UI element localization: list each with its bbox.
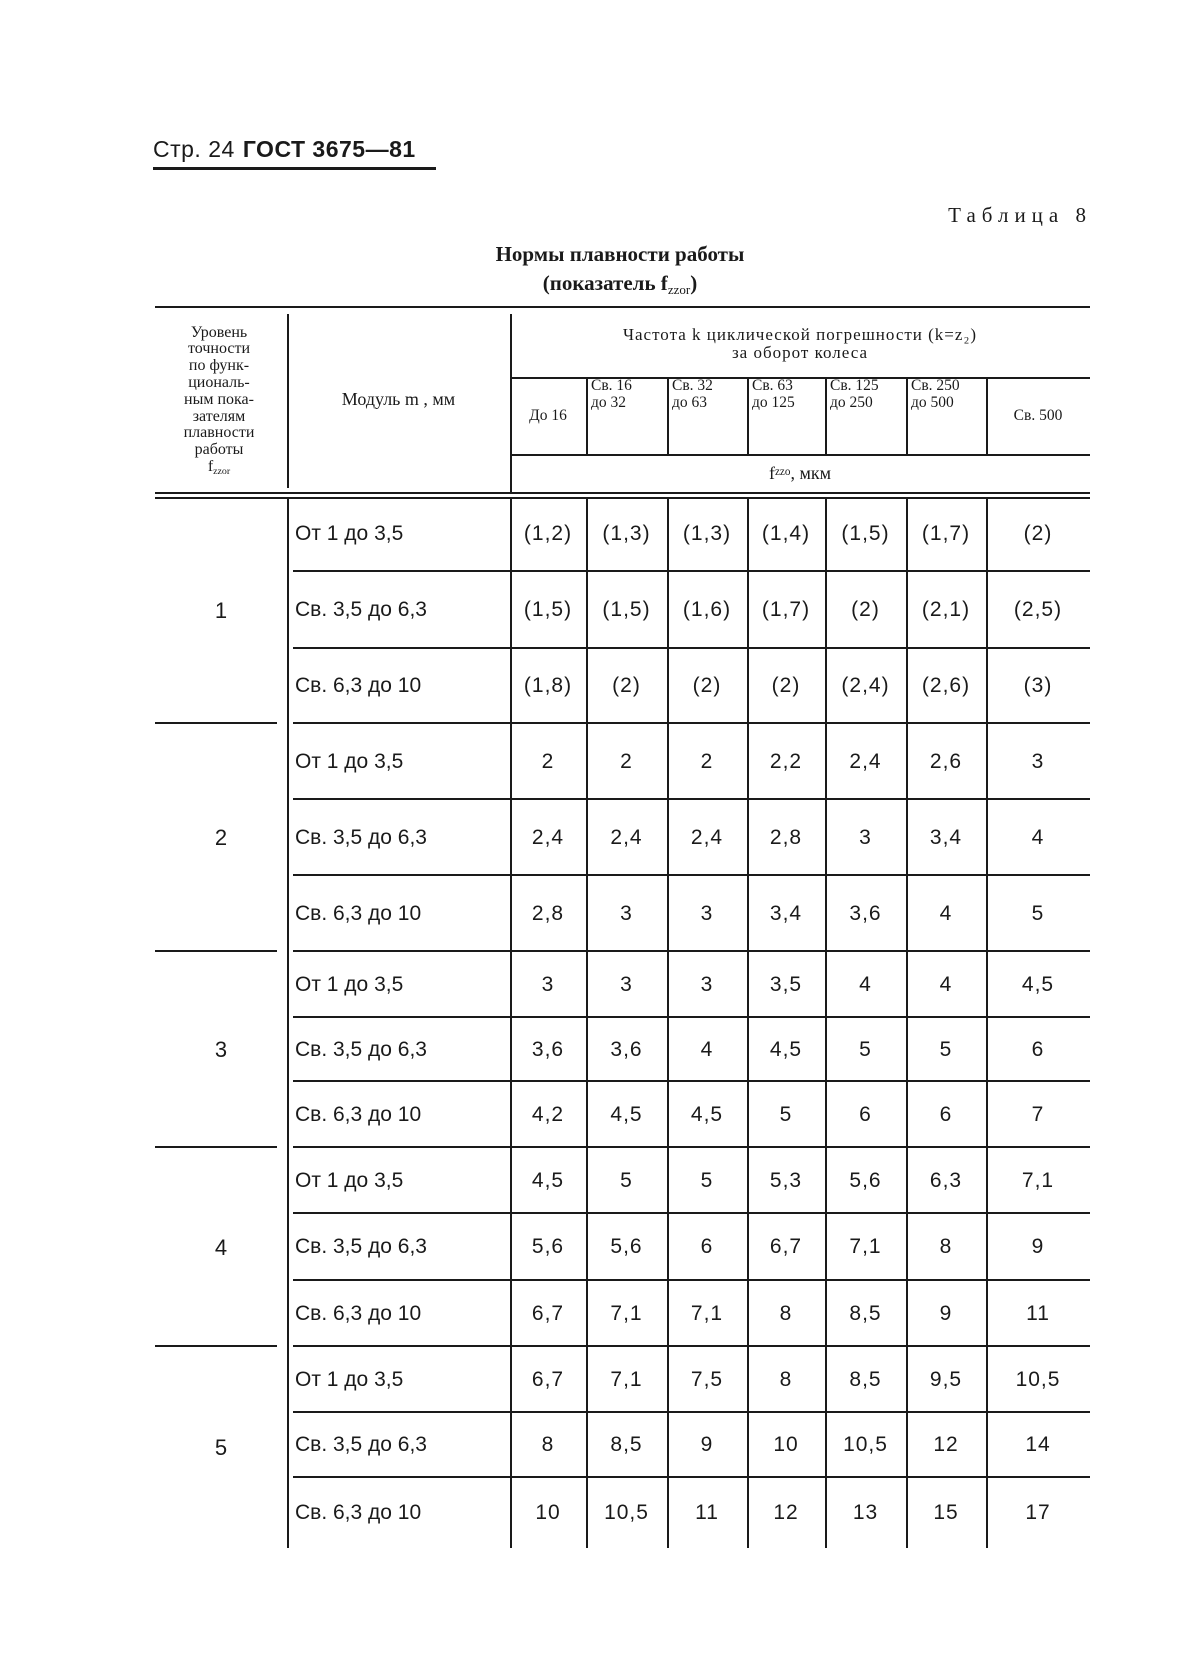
value-cell: (3) bbox=[1023, 674, 1053, 698]
value-cell: 7,1 bbox=[1021, 1168, 1055, 1192]
header-range-3 bbox=[667, 377, 747, 454]
header-unit: f zzo , мкм bbox=[768, 462, 831, 483]
header-level-line: циональ- bbox=[188, 374, 250, 392]
value-cell: 14 bbox=[1025, 1433, 1051, 1457]
value-cell: 9 bbox=[939, 1301, 953, 1325]
value-cell: 5,6 bbox=[849, 1168, 882, 1192]
header-range-line: До 16 bbox=[529, 406, 567, 424]
value-cell: 5,6 bbox=[610, 1235, 643, 1259]
value-cell: 4 bbox=[939, 901, 953, 925]
module-cell: Св. 3,5 до 6,3 bbox=[295, 598, 427, 622]
value-cell: 4 bbox=[700, 1037, 714, 1061]
value-cell: 3 bbox=[700, 972, 714, 996]
value-cell: 2,2 bbox=[769, 749, 803, 773]
header-range-line: Св. 250 bbox=[911, 377, 960, 394]
page-label: Стр. 24 bbox=[153, 136, 235, 162]
value-cell: 2 bbox=[620, 749, 633, 773]
header-range-line: до 63 bbox=[672, 394, 708, 412]
value-cell: 2,4 bbox=[849, 749, 882, 773]
module-cell: От 1 до 3,5 bbox=[295, 749, 404, 773]
value-cell: 5 bbox=[620, 1168, 633, 1192]
module-cell: От 1 до 3,5 bbox=[295, 1168, 404, 1192]
header-unit-sub: zzo bbox=[774, 466, 791, 479]
value-cell: 10 bbox=[773, 1433, 799, 1457]
value-cell: 4,5 bbox=[690, 1102, 724, 1126]
value-cell: 11 bbox=[695, 1500, 719, 1524]
value-cell: (2,5) bbox=[1013, 598, 1063, 622]
header-level-line: зателям bbox=[192, 407, 246, 425]
value-cell: 4,5 bbox=[610, 1102, 643, 1126]
module-cell: Св. 6,3 до 10 bbox=[295, 674, 422, 698]
value-cell: 8 bbox=[939, 1235, 953, 1259]
page-header bbox=[153, 136, 416, 163]
value-cell: 8 bbox=[779, 1301, 793, 1325]
header-frequency bbox=[510, 312, 1090, 375]
value-cell: 5,6 bbox=[531, 1235, 565, 1259]
value-cell: 4,2 bbox=[531, 1102, 565, 1126]
value-cell: 6 bbox=[859, 1102, 872, 1126]
value-cell: 8,5 bbox=[610, 1433, 643, 1457]
value-cell: 12 bbox=[933, 1433, 959, 1457]
value-cell: 8,5 bbox=[849, 1367, 882, 1391]
value-cell: 10,5 bbox=[843, 1433, 888, 1457]
header-level-line: плавности bbox=[183, 424, 255, 442]
value-cell: 4 bbox=[939, 972, 953, 996]
level-cell: 4 bbox=[214, 1234, 228, 1260]
value-cell: 7,5 bbox=[690, 1367, 724, 1391]
header-bottom-rule bbox=[155, 492, 1090, 494]
header-frequency-line: Частота k циклической погрешности (k=z₂) bbox=[622, 324, 978, 344]
value-cell: 3 bbox=[620, 901, 633, 925]
header-level-symbol: $f_{zzor}$ bbox=[207, 458, 231, 477]
value-cell: (2) bbox=[1023, 522, 1053, 546]
value-cell: 2,8 bbox=[531, 901, 565, 925]
module-cell: Св. 6,3 до 10 bbox=[295, 901, 422, 925]
value-cell: (2) bbox=[612, 674, 641, 698]
header-range-6 bbox=[906, 377, 986, 454]
value-cell: (1,7) bbox=[921, 522, 971, 546]
module-cell: Св. 3,5 до 6,3 bbox=[295, 1037, 427, 1061]
value-cell: 13 bbox=[852, 1500, 879, 1524]
value-cell: 5,3 bbox=[769, 1168, 803, 1192]
value-cell: 3 bbox=[859, 825, 872, 849]
level-cell: 1 bbox=[214, 597, 228, 623]
value-cell: 5 bbox=[700, 1168, 714, 1192]
header-level-line: точности bbox=[187, 340, 251, 358]
value-cell: 2 bbox=[700, 749, 714, 773]
value-cell: 3,6 bbox=[610, 1037, 643, 1061]
header-range-line: Св. 32 bbox=[672, 377, 713, 394]
value-cell: 5 bbox=[779, 1102, 793, 1126]
value-cell: 6 bbox=[700, 1235, 714, 1259]
module-cell: Св. 6,3 до 10 bbox=[295, 1301, 422, 1325]
header-range-7 bbox=[986, 377, 1090, 454]
value-cell: 7,1 bbox=[690, 1301, 724, 1325]
header-range-line: Св. 63 bbox=[752, 377, 793, 394]
header-range-line: до 125 bbox=[752, 394, 795, 412]
header-range-line: Св. 500 bbox=[1013, 406, 1063, 424]
value-cell: (2) bbox=[851, 598, 880, 622]
value-cell: 2,4 bbox=[690, 825, 724, 849]
value-cell: 7,1 bbox=[849, 1235, 882, 1259]
value-cell: 11 bbox=[1026, 1301, 1050, 1325]
module-cell: Св. 3,5 до 6,3 bbox=[295, 1235, 427, 1259]
module-cell: От 1 до 3,5 bbox=[295, 522, 404, 546]
value-cell: (2,6) bbox=[921, 674, 971, 698]
value-cell: (2,4) bbox=[841, 674, 890, 698]
module-cell: От 1 до 3,5 bbox=[295, 1367, 404, 1391]
value-cell: 9 bbox=[1031, 1235, 1045, 1259]
value-cell: (1,8) bbox=[523, 674, 573, 698]
value-cell: (1,7) bbox=[761, 598, 811, 622]
value-cell: 4,5 bbox=[1021, 972, 1055, 996]
level-cell: 2 bbox=[214, 825, 228, 851]
header-range-line: до 32 bbox=[591, 394, 627, 412]
value-cell: 12 bbox=[773, 1500, 799, 1524]
subtitle-prefix: (показатель f bbox=[542, 271, 668, 295]
level-cell: 5 bbox=[214, 1434, 228, 1460]
value-cell: 2,4 bbox=[610, 825, 643, 849]
table-title: Нормы плавности работы bbox=[495, 242, 745, 266]
value-cell: (2) bbox=[771, 674, 801, 698]
table-number: Таблица 8 bbox=[948, 203, 1092, 227]
header-level-line: по функ- bbox=[188, 357, 250, 375]
value-cell: 8,5 bbox=[849, 1301, 882, 1325]
value-cell: 8 bbox=[779, 1367, 793, 1391]
value-cell: 6,3 bbox=[929, 1168, 963, 1192]
value-cell: 5 bbox=[859, 1037, 872, 1061]
header-range-line: до 250 bbox=[830, 394, 873, 412]
value-cell: (1,3) bbox=[602, 522, 651, 546]
value-cell: 10 bbox=[535, 1500, 561, 1524]
value-cell: 4 bbox=[1031, 825, 1045, 849]
value-cell: (2,1) bbox=[921, 598, 971, 622]
header-range-line: Св. 16 bbox=[591, 377, 632, 394]
value-cell: 4,5 bbox=[531, 1168, 565, 1192]
value-cell: 3,6 bbox=[849, 901, 882, 925]
value-cell: (2) bbox=[692, 674, 722, 698]
value-cell: 4,5 bbox=[769, 1037, 803, 1061]
value-cell: (1,5) bbox=[523, 598, 573, 622]
value-cell: (1,6) bbox=[682, 598, 732, 622]
value-cell: 10,5 bbox=[604, 1500, 649, 1524]
subtitle-subscript: zzor bbox=[667, 281, 691, 297]
value-cell: 7 bbox=[1031, 1102, 1045, 1126]
value-cell: 3,4 bbox=[769, 901, 803, 925]
header-range-1 bbox=[510, 377, 586, 454]
value-cell: 9 bbox=[700, 1433, 714, 1457]
header-range-2 bbox=[586, 377, 667, 454]
module-cell: Св. 3,5 до 6,3 bbox=[295, 1433, 427, 1457]
value-cell: 5 bbox=[1031, 901, 1045, 925]
value-cell: 6 bbox=[1031, 1037, 1045, 1061]
value-cell: 2,6 bbox=[929, 749, 963, 773]
table-subtitle bbox=[380, 271, 860, 298]
header-range-5 bbox=[825, 377, 906, 454]
level-cell: 3 bbox=[214, 1037, 228, 1063]
value-cell: 4 bbox=[859, 972, 872, 996]
value-cell: 17 bbox=[1025, 1500, 1051, 1524]
value-cell: 7,1 bbox=[610, 1367, 643, 1391]
value-cell: 5 bbox=[939, 1037, 953, 1061]
subtitle-suffix: ) bbox=[690, 271, 698, 295]
value-cell: 9,5 bbox=[929, 1367, 963, 1391]
value-cell: 2,8 bbox=[769, 825, 803, 849]
header-level bbox=[155, 314, 283, 488]
value-cell: 2 bbox=[541, 749, 555, 773]
value-cell: 15 bbox=[933, 1500, 959, 1524]
module-cell: Св. 3,5 до 6,3 bbox=[295, 825, 427, 849]
value-cell: 3 bbox=[541, 972, 555, 996]
value-cell: 6 bbox=[939, 1102, 953, 1126]
header-rule bbox=[153, 167, 436, 170]
module-cell: Св. 6,3 до 10 bbox=[295, 1500, 422, 1524]
value-cell: 7,1 bbox=[610, 1301, 643, 1325]
value-cell: 10,5 bbox=[1015, 1367, 1061, 1391]
value-cell: 3,4 bbox=[929, 825, 963, 849]
header-range-4 bbox=[747, 377, 825, 454]
value-cell: (1,3) bbox=[682, 522, 732, 546]
value-cell: (1,5) bbox=[602, 598, 651, 622]
value-cell: (1,2) bbox=[523, 522, 573, 546]
module-cell: Св. 6,3 до 10 bbox=[295, 1102, 422, 1126]
header-level-line: ным пока- bbox=[184, 390, 254, 408]
value-cell: 3,5 bbox=[769, 972, 803, 996]
header-level-line: работы bbox=[194, 441, 244, 459]
header-frequency-line: за оборот колеса bbox=[731, 342, 869, 362]
header-level-line: Уровень bbox=[190, 323, 248, 341]
value-cell: 6,7 bbox=[769, 1235, 803, 1259]
value-cell: 6,7 bbox=[531, 1367, 565, 1391]
value-cell: 6,7 bbox=[531, 1301, 565, 1325]
value-cell: 3,6 bbox=[531, 1037, 565, 1061]
value-cell: 3 bbox=[1031, 749, 1045, 773]
value-cell: 8 bbox=[541, 1433, 555, 1457]
header-module: Модуль m , мм bbox=[341, 388, 456, 409]
value-cell: 3 bbox=[700, 901, 714, 925]
value-cell: (1,4) bbox=[761, 522, 811, 546]
header-range-line: Св. 125 bbox=[830, 377, 879, 394]
value-cell: 2,4 bbox=[531, 825, 565, 849]
header-range-line: до 500 bbox=[911, 394, 954, 412]
header-level-symbol-sub: zzor bbox=[213, 465, 231, 477]
value-cell: (1,5) bbox=[841, 522, 890, 546]
module-cell: От 1 до 3,5 bbox=[295, 972, 404, 996]
value-cell: 3 bbox=[620, 972, 633, 996]
standard-number: ГОСТ 3675—81 bbox=[242, 136, 416, 162]
